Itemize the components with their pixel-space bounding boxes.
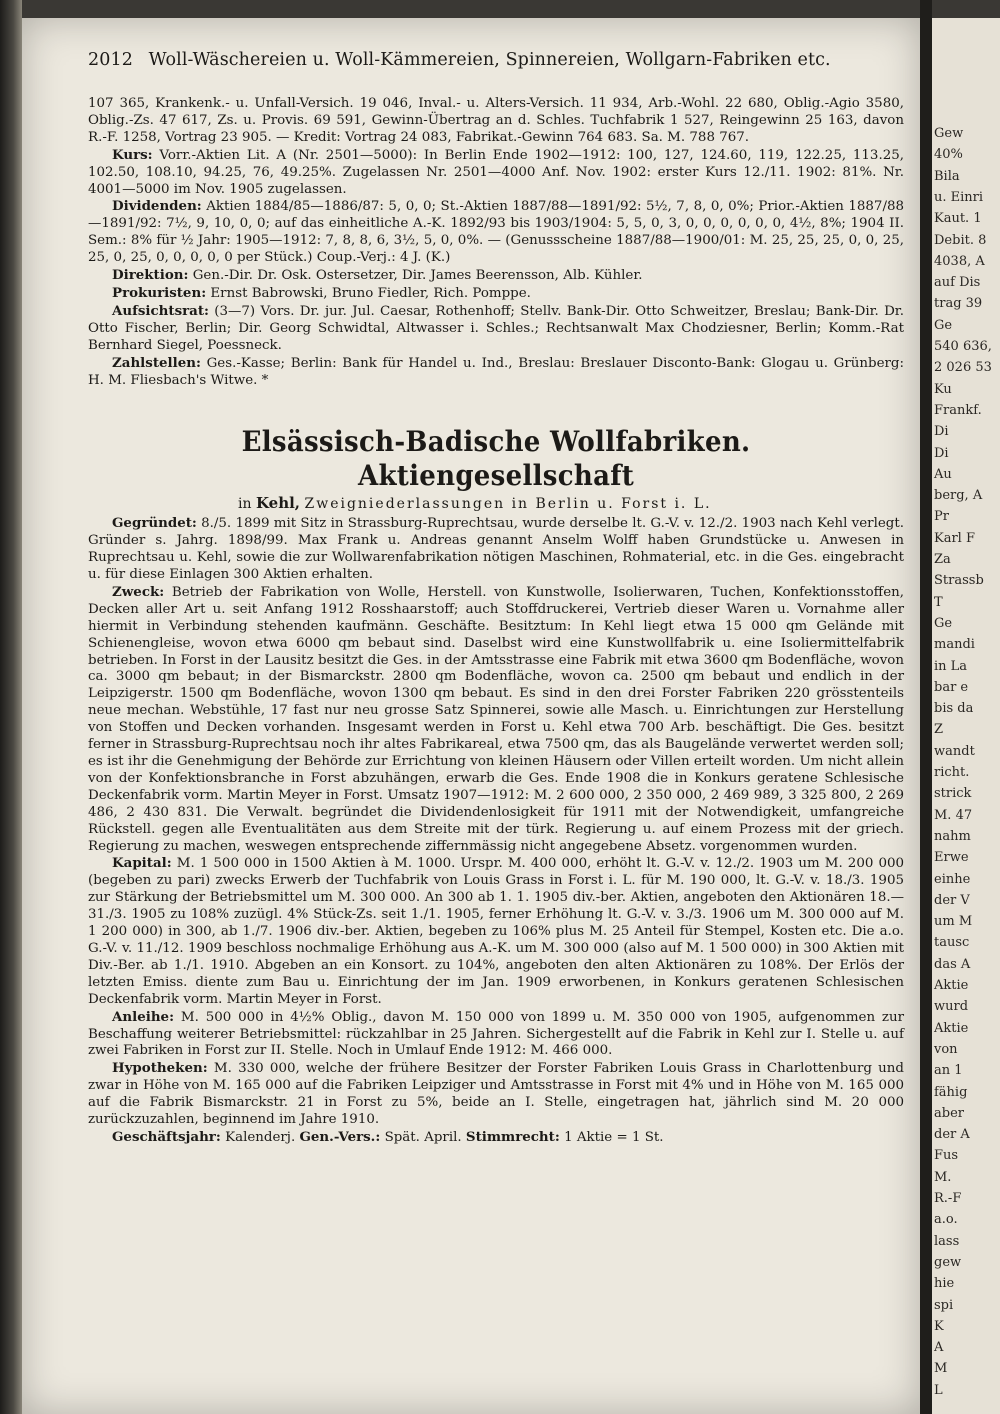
next-page-edge [932,18,1000,1414]
gegruendet-label: Gegründet: [112,515,197,532]
next-page-fragment: Di [934,445,949,461]
direktion-label: Direktion: [112,267,189,284]
next-page-fragment: M [934,1361,948,1377]
kurs-text: Vorr.-Aktien Lit. A (Nr. 2501—5000): In Berlin Ende 1902—1912: 100, 127, 124.60, 119, 122.25, 113.25, 102.50, 108.10, 94.25, 76, 49.25%. Zugelassen Nr. 2501—4000 Anf. Nov. 1902: erster Kurs 12./11. 1902: 81%. Nr. 4001—5000 im Nov. 1905 zugelassen. [88,147,904,197]
next-page-fragment: bar e [934,679,969,695]
page-content [88,48,904,1147]
company-subtitle [238,495,904,513]
anleihe-label: Anleihe: [112,1008,175,1025]
next-page-fragment: M. 47 [934,807,973,823]
next-page-fragment: auf Dis [934,275,981,291]
genvers-text: Spät. April. [384,1129,462,1145]
next-page-fragment: Karl F [934,530,975,546]
book-gutter [0,0,22,1414]
running-head [88,48,904,72]
next-page-fragment: bis da [934,701,974,717]
direktion-text: Gen.-Dir. Dr. Osk. Ostersetzer, Dir. James Beerensson, Alb. Kühler. [192,268,643,284]
kapital-label: Kapital: [112,855,172,872]
hypotheken-paragraph [88,1060,904,1129]
zweck-text: Betrieb der Fabrikation von Wolle, Herstell. von Kunstwolle, Isolierwaren, Tuchen, Konfektionsstoffen, Decken aller Art u. seit Anfang 1912 Rosshaarstoff; auch Stoffdruckerei, Vertrieb dieser Waren u. Vornahme aller hiermit in Verbindung stehenden kaufmänn. Geschäfte. Besitztum: In Kehl liegt etwa 15 000 qm Gelände mit Schienengleise, wovon etwa 6000 qm bebaut sind. Daselbst wird eine Kunstwollfabrik u. eine Isoliermittelfabrik betrieben. In Forst in der Lausitz besitzt die Ges. in der Amtsstrasse eine Fabrik mit etwa 3600 qm Bodenfläche, wovon ca. 3000 qm bebaut; in der Bismarckstr. 2800 qm Bodenfläche, wovon ca. 2500 qm bebaut und endlich in der Leipzigerstr. 1500 qm Bodenfläche, wovon 1300 qm bebaut. Es sind in den drei Forster Fabriken 220 grösstenteils neue mechan. Webstühle, 17 fast nur neu grosse Satz Spinnerei, sowie alle Masch. u. Einrichtungen zur Herstellung von Stoffen und Decken vorhanden. Insgesamt werden in Forst u. Kehl etwa 700 Arb. beschäftigt. Die Ges. besitzt ferner in Strassburg-Ruprechtsau noch ihr altes Fabrikareal, etwa 7500 qm, das als Baugelände verwertet werden soll; es ist ihr die Genehmigung der Behörde zur Errichtung von kleinen Häusern oder Villen erteilt worden. Um nicht allein von der Konfektionsbranche in Forst abzuhängen, erwarb die Ges. Ende 1908 die in Konkurs geratene Schlesische Deckenfabrik vorm. Martin Meyer in Forst. Umsatz 1907—1912: M. 2 600 000, 2 350 000, 2 469 989, 3 325 800, 2 269 486, 2 430 831. Die Verwalt. begründet die Dividendenlosigkeit für 1911 mit der Notwendigkeit, umfangreiche Rückstell. gegen alle Eventualitäten aus dem Streite mit der türk. Regierung u. auf einem Prozess mit der griech. Regierung zu machen, weswegen entsprechende ziffernmässig nicht angegebene Absetz. vorgenommen wurden. [88,584,904,854]
next-page-fragment: richt. [934,765,970,780]
company-branches: Zweigniederlassungen in Berlin u. Forst i. L. [304,496,712,513]
next-page-fragment: Fus [934,1148,959,1164]
hypotheken-text: M. 330 000, welche der frühere Besitzer der Forster Fabriken Louis Grass in Charlottenburg und zwar in Höhe von M. 165 000 auf die Fabriken Leipziger und Amtsstrasse in Forst mit 4% und in Höhe von M. 165 000 auf die Fabrik Bismarckstr. 21 in Forst zu 5%, beide an I. Stelle, eingetragen hat, jährlich sind M. 20 000 zurückzuzahlen, beginnend im Jahre 1910. [88,1061,904,1128]
next-page-fragment: Erwe [934,850,969,866]
next-page-fragment: 2 026 53 [934,360,992,376]
dividenden-text: Aktien 1884/85—1886/87: 5, 0, 0; St.-Aktien 1887/88—1891/92: 5½, 7, 8, 0, 0%; Prior.-Aktien 1887/88—1891/92: 7½, 9, 10, 0, 0; auf das einheitliche A.-K. 1892/93 bis 1903/1904: 5, 5, 0, 3, 0, 0, 0, 0, 0, 0, 4½, 8%; 1904 II. Sem.: 8% für ½ Jahr: 1905—1912: 7, 8, 8, 6, 3½, 5, 0, 0%. — (Genussscheine 1887/88—1900/01: M. 25, 25, 25, 0, 0, 25, 25, 0, 25, 0, 0, 0, 0, 0 per Stück.) Coup.-Verj.: 4 J. (K.) [88,199,904,266]
next-page-fragment: Strassb [934,573,984,589]
next-page-fragment: Ge [934,317,953,333]
next-page-fragment: 4038, A [934,253,985,269]
next-page-fragment: M. [934,1169,952,1185]
next-page-fragment: in La [934,658,968,674]
kapital-paragraph [88,855,904,1008]
next-page-fragment: Frankf. [934,402,982,418]
stimmrecht-text: 1 Aktie = 1 St. [564,1129,664,1145]
anleihe-paragraph [88,1009,904,1061]
next-page-fragment: wandt [934,743,975,759]
next-page-fragment: Debit. 8 [934,232,987,248]
kapital-text: M. 1 500 000 in 1500 Aktien à M. 1000. Urspr. M. 400 000, erhöht lt. G.-V. v. 12./2. 1903 um M. 200 000 (begeben zu pari) zwecks Erwerb der Tuchfabrik von Louis Grass in Forst i. L. für M. 190 000, lt. G.-V. v. 18./3. 1905 zur Stärkung der Betriebsmittel um M. 300 000. An 300 ab 1. 1. 1905 div.-ber. Aktien, angeboten den Aktionären 18.—31./3. 1905 zu 108% zuzügl. 4% Stück-Zs. seit 1./1. 1905, ferner Erhöhung lt. G.-V. v. 3./3. 1906 um M. 300 000 auf M. 1 200 000) in 300, ab 1./7. 1906 div.-ber. Aktien, begeben zu 106% plus M. 25 Anteil für Stempel, Kosten etc. Die a.o. G.-V. v. 11./12. 1909 beschloss nochmalige Erhöhung aus A.-K. um M. 300 000 (also auf M. 1 500 000) in 300 Aktien mit Div.-Ber. ab 1./1. 1910. Abgeben an ein Konsort. zu 104%, angeboten den alten Aktionären zu 108%. Der Erlös der letzten Emiss. diente zum Bau u. Einrichtung der im Jan. 1909 erworbenen, in Konkurs geratenen Schlesischen Deckenfabrik vorm. Martin Meyer in Forst. [88,856,904,1007]
next-page-fragment: das A [934,956,971,972]
prokuristen-label: Prokuristen: [112,284,207,301]
prokuristen-paragraph [88,285,904,303]
next-page-fragment: K [934,1318,944,1334]
stimmrecht-label: Stimmrecht: [465,1128,560,1145]
next-page-fragment: 540 636, [934,339,992,354]
kurs-paragraph [88,147,904,199]
next-page-fragment: Aktie [934,1020,969,1036]
geschaeftsjahr-label: Geschäftsjahr: [112,1128,221,1145]
previous-company-entry [88,96,904,389]
direktion-paragraph [88,267,904,285]
next-page-fragment: T [934,594,943,610]
accounts-paragraph: 107 365, Krankenk.- u. Unfall-Versich. 19 046, Inval.- u. Alters-Versich. 11 934, Arb.-Wohl. 22 680, Oblig.-Agio 3580, Oblig.-Zs. 47 617, Zs. u. Provis. 69 591, Gewinn-Übertrag an d. Schles. Tuchfabrik 1 527, Reingewinn 25 163, davon R.-F. 1258, Vortrag 23 905. — Kredit: Vortrag 24 083, Fabrikat.-Gewinn 764 683. Sa. M. 788 767. [88,96,904,145]
next-page-fragment: der V [934,892,970,908]
document-page [22,18,920,1414]
next-page-fragment: Kaut. 1 [934,211,982,227]
hypotheken-label: Hypotheken: [112,1060,208,1077]
next-page-fragment: tausc [934,935,970,951]
prokuristen-text: Ernst Babrowski, Bruno Fiedler, Rich. Pomppe. [210,285,531,301]
aufsichtsrat-label: Aufsichtsrat: [112,302,209,319]
next-page-fragment: gew [934,1254,962,1270]
next-page-fragment: Bila [934,168,960,184]
next-page-fragment: aber [934,1105,964,1121]
next-page-fragment: Di [934,424,949,440]
gegruendet-text: 8./5. 1899 mit Sitz in Strassburg-Ruprechtsau, wurde derselbe lt. G.-V. v. 12./2. 1903 nach Kehl verlegt. Gründer s. Jahrg. 1898/99. Max Frank u. Andreas genannt Anselm Wolff haben Grundstücke u. Anwesen in Ruprechtsau u. Kehl, sowie die zur Wollwarenfabrikation nötigen Maschinen, Rohmaterial, etc. in die Ges. eingebracht u. für diese Einlagen 300 Aktien erhalten. [88,516,904,583]
next-page-fragment: Aktie [934,978,969,993]
next-page-fragment: nahm [934,828,971,844]
next-page-fragment: an 1 [934,1063,963,1079]
next-page-fragment: A [934,1340,944,1356]
zahlstellen-text: Ges.-Kasse; Berlin: Bank für Handel u. Ind., Breslau: Breslauer Disconto-Bank: Glogau u. Grünberg: H. M. Fliesbach's Witwe. * [88,355,904,388]
kurs-label: Kurs: [112,146,153,163]
genvers-label: Gen.-Vers.: [299,1128,381,1145]
next-page-fragment: mandi [934,637,975,653]
next-page-fragment: spi [934,1297,954,1313]
company-entry [88,515,904,1147]
zahlstellen-paragraph [88,355,904,390]
next-page-fragment: einhe [934,871,971,887]
next-page-fragment: Au [934,466,952,482]
next-page-fragment: hie [934,1276,955,1292]
next-page-fragment: Gew [934,126,964,141]
next-page-fragment: u. Einri [934,189,984,205]
page-number: 2012 [88,50,133,70]
company-title: Elsässisch-Badische Wollfabriken. Aktiengesellschaft [241,425,751,493]
zweck-paragraph [88,584,904,856]
next-page-fragment: strick [934,786,972,802]
next-page-fragment: von [934,1041,958,1057]
next-page-fragment: der A [934,1127,970,1143]
next-page-fragment: Ge [934,615,953,631]
next-page-fragment: a.o. [934,1212,958,1228]
geschaeftsjahr-text: Kalenderj. [225,1129,296,1145]
next-page-fragment: R.-F [934,1191,962,1206]
geschaeftsjahr-paragraph [88,1129,904,1147]
company-city: Kehl, [255,494,301,513]
next-page-fragment: lass [934,1233,960,1249]
next-page-fragment: Pr [934,509,949,525]
next-page-fragment: trag 39 [934,296,983,312]
next-page-fragment: Za [934,552,951,567]
zahlstellen-label: Zahlstellen: [112,354,201,371]
page-gap [920,0,932,1414]
dividenden-paragraph [88,198,904,267]
next-page-fragment: 40% [934,147,963,163]
aufsichtsrat-paragraph [88,303,904,355]
next-page-fragment: L [934,1382,943,1398]
anleihe-text: M. 500 000 in 4½% Oblig., davon M. 150 000 von 1899 u. M. 350 000 von 1905, aufgenommen zur Beschaffung weiterer Betriebsmittel: rückzahlbar in 25 Jahren. Sichergestellt auf die Fabrik in Kehl zur I. Stelle u. auf zwei Fabriken in Forst zur II. Stelle. Noch in Umlauf Ende 1912: M. 466 000. [88,1009,904,1059]
next-page-fragment: Ku [934,381,952,397]
next-page-fragment: berg, A [934,488,983,504]
next-page-fragment: wurd [934,999,969,1015]
next-page-fragment: fähig [934,1084,968,1100]
zweck-label: Zweck: [112,583,165,600]
next-page-fragment: Z [934,722,944,738]
next-page-fragment: um M [934,914,973,930]
gegruendet-paragraph [88,515,904,584]
company-sub-in: in [238,496,252,513]
aufsichtsrat-text: (3—7) Vors. Dr. jur. Jul. Caesar, Rothenhoff; Stellv. Bank-Dir. Otto Schweitzer, Breslau; Bank-Dir. Dr. Otto Fischer, Berlin; Dir. Georg Schwidtal, Altwasser i. Schles.; Rechtsanwalt Max Chodziesner, Berlin; Komm.-Rat Bernhard Siegel, Poessneck. [88,303,904,353]
running-head-title: Woll-Wäschereien u. Woll-Kämmereien, Spinnereien, Wollgarn-Fabriken etc. [148,50,831,70]
dividenden-label: Dividenden: [112,198,202,215]
